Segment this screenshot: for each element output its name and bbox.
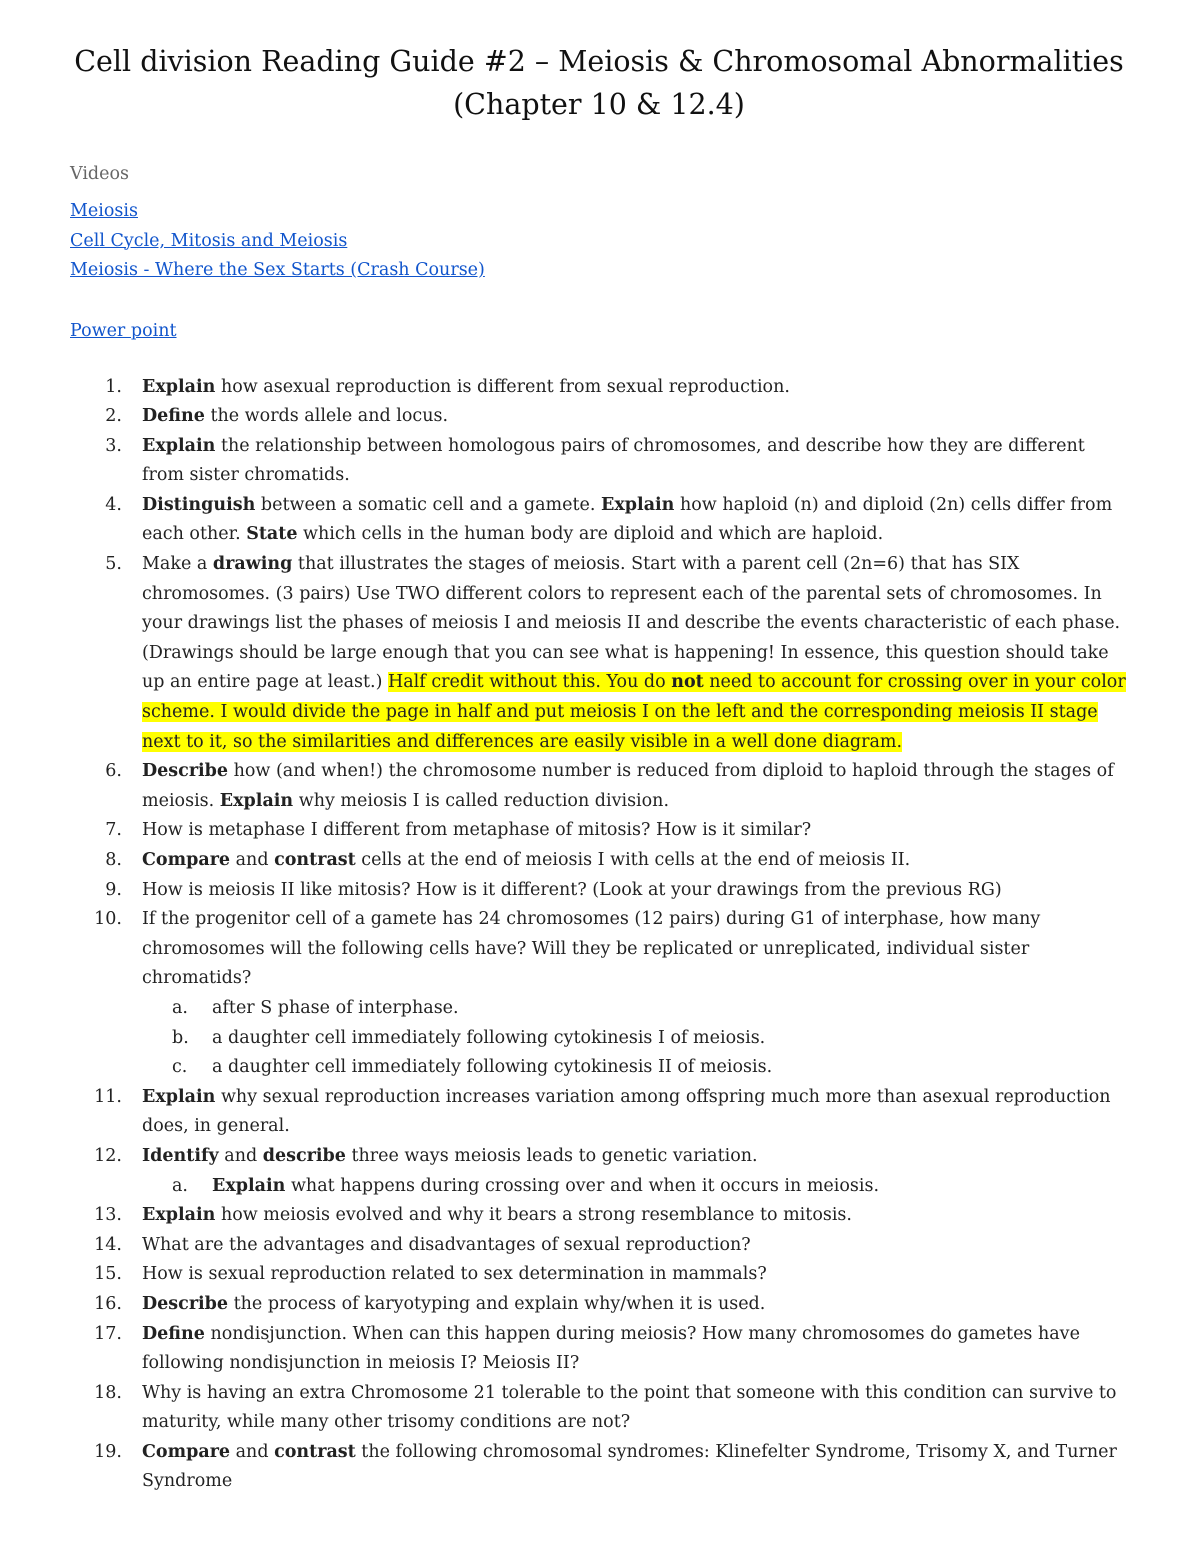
bold-text-run: Define [142,406,205,427]
text-run: how haploid (n) and diploid (2n) cells differ from each other. [142,494,1113,545]
question-list [70,373,1128,1498]
text-run: cells at the end of meiosis I with cells at the end of meiosis II. [355,850,911,870]
question-number: 11. [94,1086,122,1107]
text-run: how (and when!) the chromosome number is reduced from diploid to haploid through the stages of meiosis. [142,761,1114,811]
question-text [142,1324,1080,1374]
text-run: Make a [142,554,213,575]
question-text [142,436,1085,486]
bold-text-run: Define [142,1323,205,1344]
text-run: the relationship between homologous pairs of chromosomes, and describe how they are different from sister chromatids. [142,435,1085,486]
text-run: three ways meiosis leads to genetic variation. [345,1145,758,1166]
question-number: 19. [94,1441,122,1462]
text-run: what happens during crossing over and when it occurs in meiosis. [285,1175,880,1196]
sub-question-item [142,1172,1128,1202]
question-text [142,495,1112,545]
bold-text-run: Explain [142,1205,216,1226]
bold-text-run: contrast [274,1441,356,1462]
question-item [70,1142,1128,1201]
question-text [142,1087,1111,1137]
bold-text-run: Explain [212,1175,286,1196]
question-number: 13. [94,1205,122,1226]
question-text [142,909,1040,988]
question-text [142,1146,758,1166]
sub-question-text [212,1028,765,1048]
question-text [142,880,1002,900]
text-run: that illustrates the stages of meiosis. Start with a parent cell (2n=6) that has SIX chromosomes. (3 pairs) Use TWO different colors to represent each of the parental sets of chromosomes. In your drawings list the phases of meiosis I and meiosis II and describe the events characteristic of each phase. (Drawings should be large enough that you can see what is happening! In essence, this question should take up an entire page at least.) [142,554,1121,693]
text-run: the following chromosomal syndromes: Klinefelter Syndrome, Trisomy X, and Turner Syndrome [142,1441,1117,1492]
highlighted-text-run: not [671,672,704,693]
question-item [70,402,1128,432]
question-text [142,1442,1117,1492]
videos-label: Videos [70,164,130,184]
text-run: and [218,1145,263,1166]
question-item [70,373,1128,403]
text-run: a daughter cell immediately following cytokinesis I of meiosis. [212,1027,766,1048]
sub-question-text [212,998,459,1018]
highlighted-text-run: need to account for crossing over in your color scheme. I would divide the page in half and put meiosis I on the left and the corresponding meiosis II stage next to it, so the similarities and differences are easily visible in a well done diagram. [142,672,1126,752]
question-text [142,377,790,397]
bold-text-run: Explain [142,1086,216,1107]
power-point-section [70,317,1128,346]
text-run: and [230,1441,275,1462]
bold-text-run: State [246,524,298,545]
text-run: How is metaphase I different from metaphase of mitosis? How is it similar? [142,820,812,841]
title-line-2: (Chapter 10 & 12.4) [453,88,745,121]
question-item [70,876,1128,906]
link-power-point[interactable]: Power point [70,320,177,341]
text-run: why sexual reproduction increases variation among offspring much more than asexual reproduction does, in general. [142,1086,1111,1137]
text-run: What are the advantages and disadvantages of sexual reproduction? [142,1234,751,1255]
question-item [70,1231,1128,1261]
sub-question-letter: b. [172,1027,189,1048]
bold-text-run: Explain [219,790,294,811]
question-number: 5. [105,554,122,575]
question-item [70,905,1128,1083]
question-text [142,1383,1116,1433]
question-item [70,846,1128,876]
text-run: the process of karyotyping and explain why/when it is used. [228,1293,766,1314]
sub-question-letter: a. [172,1175,188,1196]
question-item [70,1379,1128,1438]
sub-question-letter: a. [172,997,188,1018]
question-number: 8. [105,850,122,870]
question-text [142,850,910,870]
question-text [142,1205,852,1225]
question-number: 6. [105,761,122,782]
question-item [70,1260,1128,1290]
text-run: after S phase of interphase. [212,997,459,1018]
question-number: 15. [94,1264,122,1285]
text-run: why meiosis I is called reduction division. [293,790,670,811]
bold-text-run: Distinguish [142,494,256,515]
text-run: How is sexual reproduction related to sex determination in mammals? [142,1264,767,1285]
question-item [70,1290,1128,1320]
bold-text-run: Explain [142,435,216,456]
sub-question-list [142,994,1128,1083]
question-text [142,1264,767,1284]
text-run: Why is having an extra Chromosome 21 tolerable to the point that someone with this condition can survive to maturity, while many other trisomy conditions are not? [142,1382,1117,1433]
question-number: 18. [94,1382,122,1403]
question-item [70,816,1128,846]
question-text [142,820,811,840]
question-number: 10. [94,909,122,930]
sub-question-item [142,994,1128,1024]
text-run: If the progenitor cell of a gamete has 24 chromosomes (12 pairs) during G1 of interphase, how many chromosomes will the following cells have? Will they be replicated or unreplicated, individual sister chromatids? [142,909,1041,989]
bold-text-run: contrast [274,850,356,870]
question-item [70,1320,1128,1379]
question-item [70,1438,1128,1497]
sub-question-text [212,1176,879,1196]
question-number: 1. [105,376,122,397]
text-run: how asexual reproduction is different from sexual reproduction. [215,376,790,397]
question-text [142,406,448,426]
question-text [142,761,1114,811]
question-number: 12. [94,1145,122,1166]
sub-question-text [212,1057,772,1077]
question-item [70,491,1128,550]
question-item [70,1083,1128,1142]
question-number: 3. [105,435,122,456]
sub-question-list [142,1172,1128,1202]
question-text [142,1235,751,1255]
question-number: 2. [105,406,122,427]
bold-text-run: describe [262,1145,346,1166]
question-item [70,757,1128,816]
link-cell-cycle-video[interactable]: Cell Cycle, Mitosis and Meiosis [70,230,348,251]
bold-text-run: Describe [142,1293,229,1314]
bold-text-run: Describe [142,761,229,782]
link-meiosis-video[interactable]: Meiosis [70,201,138,221]
page-title [70,40,1128,126]
question-item [70,432,1128,491]
video-links [70,197,1128,286]
text-run: how meiosis evolved and why it bears a strong resemblance to mitosis. [215,1205,852,1226]
text-run: a daughter cell immediately following cytokinesis II of meiosis. [212,1057,773,1078]
question-text [142,1294,765,1314]
question-number: 9. [105,879,122,900]
title-line-1: Cell division Reading Guide #2 – Meiosis & Chromosomal Abnormalities [74,45,1124,78]
bold-text-run: Explain [601,494,675,515]
link-crash-course-video[interactable]: Meiosis - Where the Sex Starts (Crash Course) [70,260,485,280]
question-item [70,1201,1128,1231]
sub-question-letter: c. [172,1057,188,1078]
bold-text-run: drawing [212,554,293,575]
question-text [142,554,1126,752]
sub-question-item [142,1053,1128,1083]
question-number: 4. [105,494,122,515]
highlighted-text-run: Half credit without this. You do [387,672,672,693]
bold-text-run: Explain [142,376,216,397]
question-item [70,550,1128,757]
text-run: nondisjunction. When can this happen during meiosis? How many chromosomes do gametes have following nondisjunction in meiosis I? Meiosis II? [142,1323,1080,1374]
text-run: the words allele and locus. [204,406,449,427]
question-number: 17. [94,1323,122,1344]
text-run: How is meiosis II like mitosis? How is it different? (Look at your drawings from the previous RG) [142,879,1002,900]
question-number: 16. [94,1293,122,1314]
text-run: and [230,850,275,870]
bold-text-run: Identify [142,1145,219,1166]
bold-text-run: Compare [142,1441,231,1462]
bold-text-run: Compare [142,850,231,870]
text-run: between a somatic cell and a gamete. [255,494,602,515]
text-run: which cells in the human body are diploid and which are haploid. [297,524,884,545]
sub-question-item [142,1024,1128,1054]
question-number: 7. [105,820,122,841]
question-number: 14. [94,1234,122,1255]
